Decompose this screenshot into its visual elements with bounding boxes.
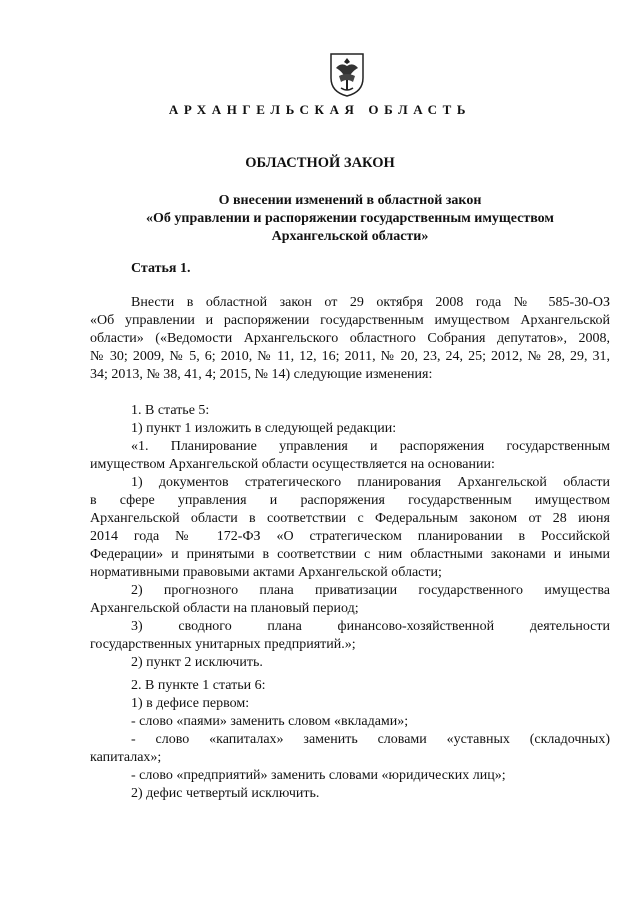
- text-line: «1. Планирование управления и распоряжения государственным: [131, 439, 610, 454]
- text-line: 2) прогнозного плана приватизации государственного имущества: [131, 583, 610, 598]
- intro-paragraph: [90, 294, 610, 384]
- section-2: [90, 677, 610, 803]
- text-line: Внести в областной закон от 29 октября 2008 года № 585-30-ОЗ: [131, 295, 610, 310]
- text-line: 1) пункт 1 изложить в следующей редакции:: [131, 421, 397, 436]
- text-line: 2014 года № 172-ФЗ «О стратегическом планировании в Российской: [90, 529, 610, 544]
- section-1: [90, 402, 610, 672]
- text-line: 1) в дефисе первом:: [131, 696, 250, 711]
- text-line: в сфере управления и распоряжения государственным имуществом: [90, 493, 610, 508]
- text-line: - слово «предприятий» заменить словами «юридических лиц»;: [131, 768, 506, 783]
- text-line: Федерации» и принятыми в соответствии с ним областными законами и иными: [90, 547, 610, 562]
- text-line: нормативными правовыми актами Архангельской области;: [90, 565, 442, 580]
- text-line: капиталах»;: [90, 750, 162, 765]
- subtitle-line: Архангельской области»: [271, 229, 429, 244]
- text-line: 3) сводного плана финансово-хозяйственной деятельности: [131, 619, 610, 634]
- text-line: № 30; 2009, № 5, 6; 2010, № 11, 12, 16; 2011, № 20, 23, 24, 25; 2012, № 28, 29, 31,: [90, 349, 610, 364]
- text-line: - слово «паями» заменить словом «вкладами»;: [131, 714, 409, 729]
- subtitle-line: «Об управлении и распоряжении государственным имуществом: [146, 211, 554, 226]
- text-line: «Об управлении и распоряжении государственным имуществом Архангельской: [90, 313, 610, 328]
- subtitle-line: О внесении изменений в областной закон: [218, 193, 482, 208]
- text-line: 1. В статье 5:: [131, 403, 210, 418]
- text-line: - слово «капиталах» заменить словами «уставных (складочных): [131, 732, 610, 747]
- text-line: 2. В пункте 1 статьи 6:: [131, 678, 266, 693]
- text-line: 2) пункт 2 исключить.: [131, 655, 263, 670]
- region-name: АРХАНГЕЛЬСКАЯ ОБЛАСТЬ: [168, 102, 472, 117]
- text-line: Архангельской области на плановый период;: [90, 601, 359, 616]
- document-type-title: ОБЛАСТНОЙ ЗАКОН: [245, 155, 395, 171]
- text-line: 1) документов стратегического планирования Архангельской области: [131, 475, 610, 490]
- text-line: имуществом Архангельской области осуществляется на основании:: [90, 457, 495, 472]
- text-line: Архангельской области в соответствии с Федеральным законом от 28 июня: [90, 511, 610, 526]
- text-line: государственных унитарных предприятий.»;: [90, 637, 356, 652]
- text-line: 2) дефис четвертый исключить.: [131, 786, 320, 801]
- text-line: области» («Ведомости Архангельского областного Собрания депутатов», 2008,: [90, 331, 610, 346]
- text-line: 34; 2013, № 38, 41, 4; 2015, № 14) следующие изменения:: [90, 367, 433, 382]
- law-subtitle: [90, 192, 610, 246]
- article-heading: Статья 1.: [131, 261, 191, 276]
- coat-of-arms-emblem: [327, 48, 367, 98]
